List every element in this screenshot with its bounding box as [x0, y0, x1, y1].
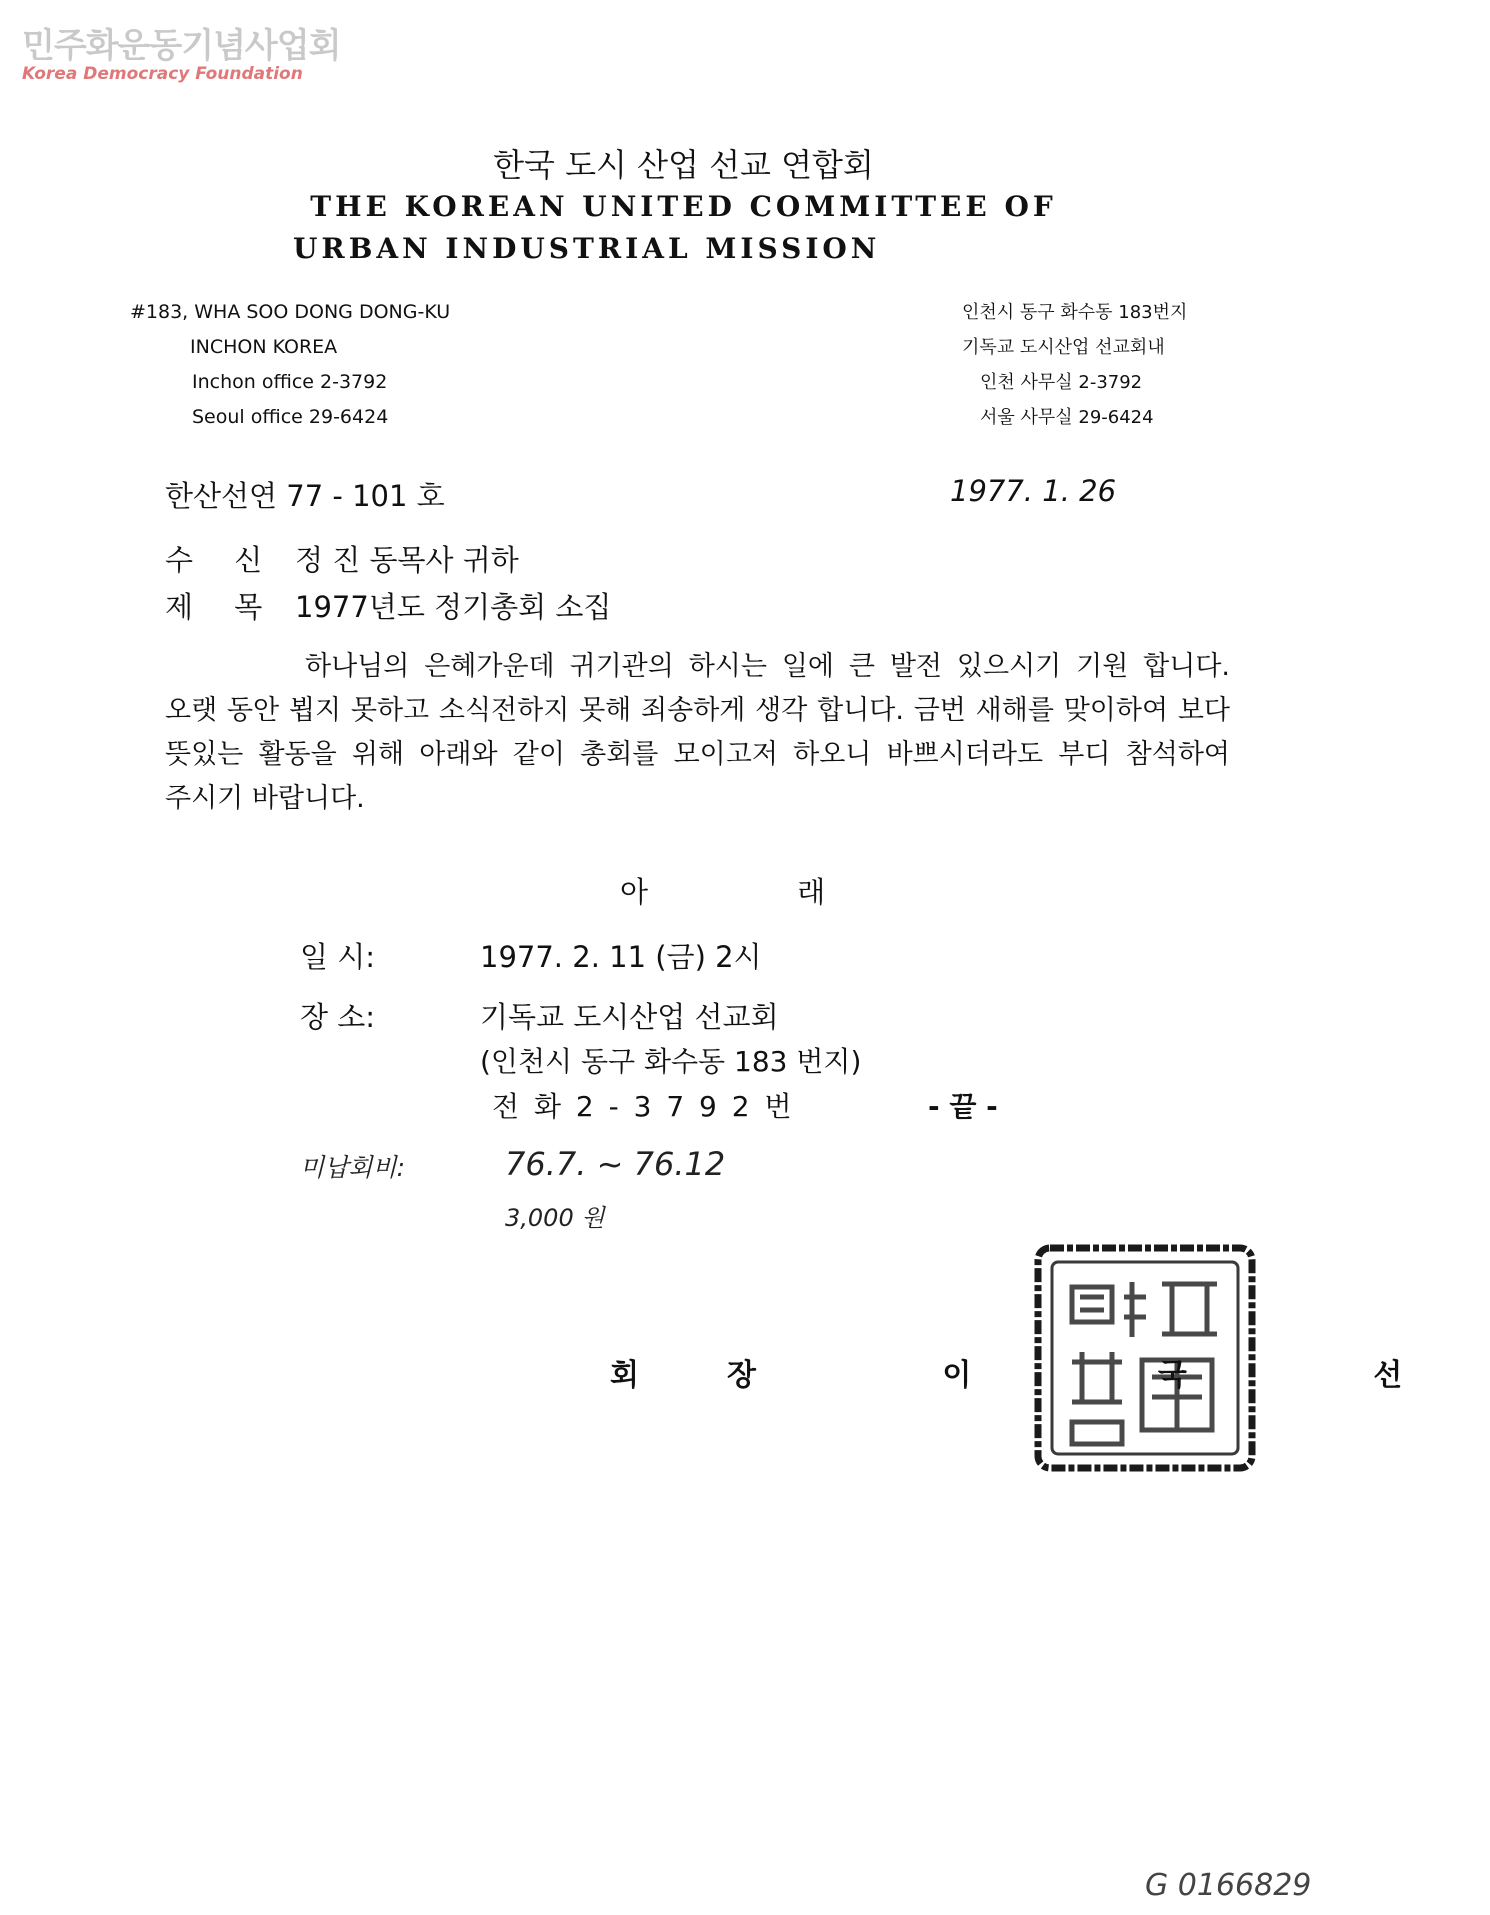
address-korean-line: 기독교 도시산업 선교회내: [962, 337, 1165, 358]
recipient-label: 수 신: [165, 543, 279, 577]
subject-label: 제 목: [165, 590, 279, 624]
address-korean-line: 인천시 동구 화수동 183번지: [962, 302, 1188, 323]
signature-line: 회장 이 국 선: [610, 1358, 1490, 1393]
meeting-phone: 전 화 2 - 3 7 9 2 번: [492, 1090, 795, 1123]
meeting-date-label: 일 시:: [300, 940, 376, 974]
meeting-place-value: 기독교 도시산업 선교회: [480, 1000, 779, 1034]
details-heading: 아 래: [620, 875, 896, 909]
handwritten-note-label: 미납회비:: [300, 1153, 406, 1182]
organization-title-english-line2: URBAN INDUSTRIAL MISSION: [293, 232, 881, 265]
watermark-korean: 민주화운동기념사업회: [22, 26, 341, 66]
subject-text: 1977년도 정기총회 소집: [295, 590, 612, 624]
meeting-place-label: 장 소:: [300, 1000, 376, 1034]
handwritten-note-period: 76.7. ~ 76.12: [505, 1145, 726, 1183]
recipient-name: 정 진 동목사 귀하: [295, 543, 519, 577]
document-number: 한산선연 77 - 101 호: [165, 479, 445, 513]
address-english: [130, 295, 450, 435]
recipient-row: [165, 538, 519, 579]
watermark-english: Korea Democracy Foundation: [22, 64, 303, 84]
address-english-line: Seoul office 29-6424: [192, 406, 389, 428]
meeting-place-row: [300, 995, 779, 1036]
end-mark: - 끝 -: [928, 1090, 998, 1123]
meeting-place-address: (인천시 동구 화수동 183 번지): [480, 1045, 862, 1078]
letter-body: 하나님의 은혜가운데 귀기관의 하시는 일에 큰 발전 있으시기 기원 합니다. 오랫 동안 뵙지 못하고 소식전하지 못해 죄송하게 생각 합니다. 금번 새해를 맞이하여 보다 뜻있는 활동을 위해 아래와 같이 총회를 모이고저 하오니 바쁘시더라도 부디 참석하여 주시기 바랍니다.: [165, 651, 1230, 814]
meeting-date-row: [300, 935, 762, 976]
meeting-date-value: 1977. 2. 11 (금) 2시: [480, 940, 762, 974]
address-korean-line: 서울 사무실 29-6424: [980, 407, 1154, 428]
organization-title-english-line1: THE KOREAN UNITED COMMITTEE OF: [310, 190, 1057, 223]
subject-row: [165, 585, 611, 626]
address-korean: [962, 295, 1187, 435]
address-english-line: #183, WHA SOO DONG DONG-KU: [130, 301, 451, 323]
handwritten-note-amount: 3,000 원: [505, 1204, 605, 1232]
address-english-line: Inchon office 2-3792: [192, 371, 388, 393]
address-english-line: INCHON KOREA: [190, 336, 338, 358]
address-korean-line: 인천 사무실 2-3792: [980, 372, 1143, 393]
document-date: 1977. 1. 26: [950, 474, 1117, 508]
archive-number: G 0166829: [1145, 1868, 1312, 1903]
organization-title-korean: 한국 도시 산업 선교 연합회: [493, 146, 874, 184]
